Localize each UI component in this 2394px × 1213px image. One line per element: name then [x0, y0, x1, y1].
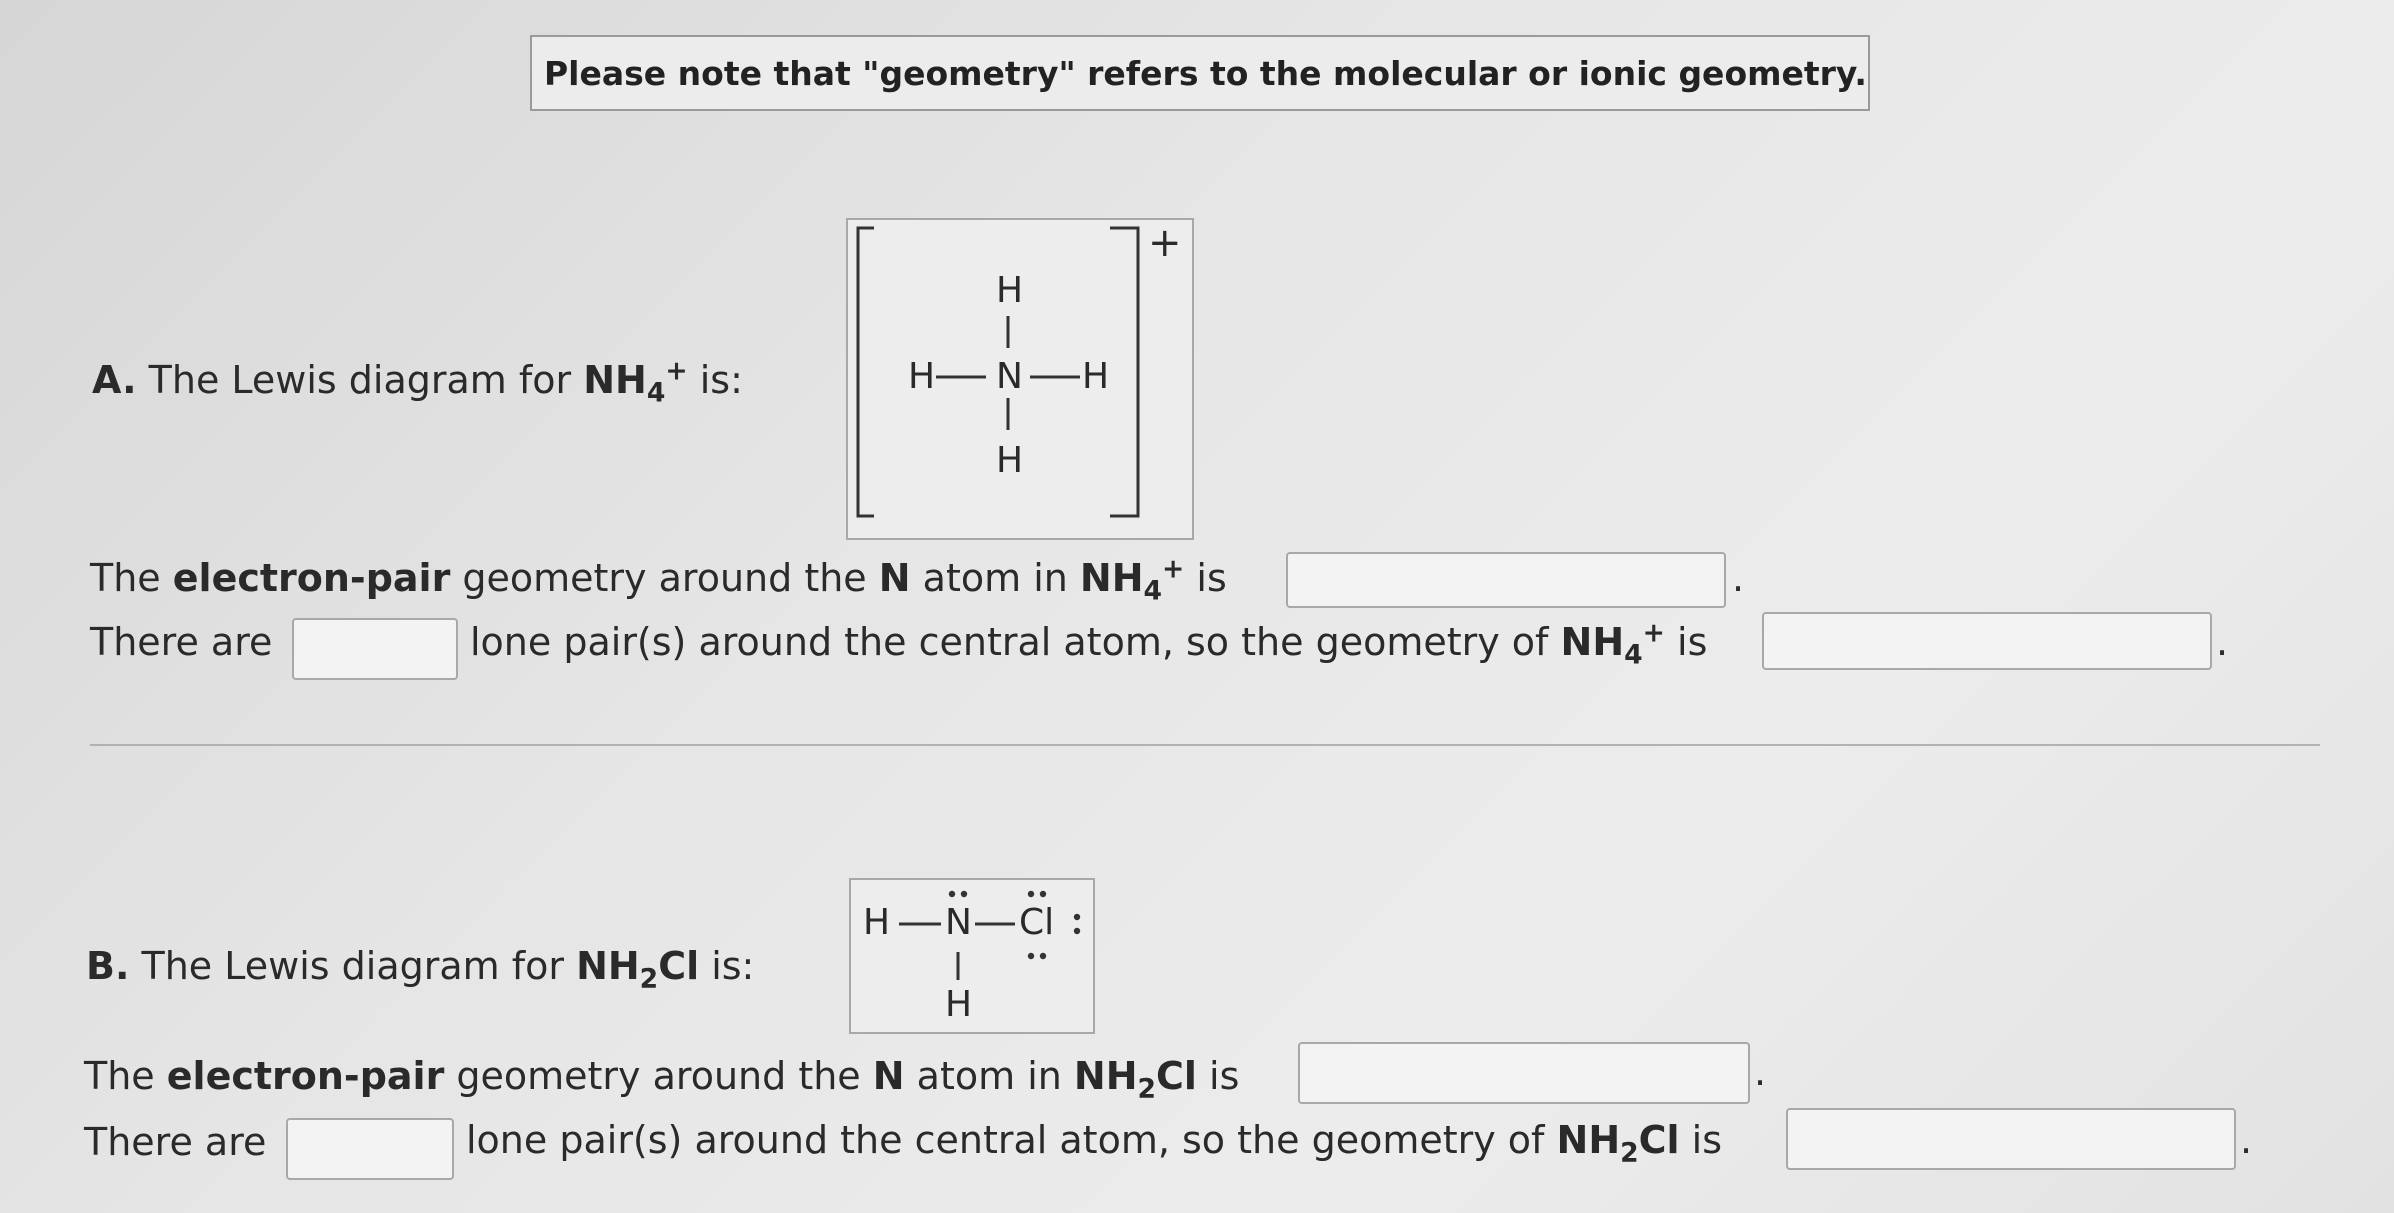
part-b-question-2-pre: There are — [84, 1120, 267, 1164]
part-a-question-2-pre: There are — [90, 620, 273, 664]
part-a-question-2: lone pair(s) around the central atom, so the geometry of $NH_4^+$ is — [470, 617, 1708, 671]
part-b-question-2: lone pair(s) around the central atom, so the geometry of $NH_2Cl$ is — [466, 1118, 1722, 1169]
atom-h-right: H — [1082, 356, 1110, 397]
part-a-question-1: The electron-pair geometry around the N atom in $NH_4^+$ is — [90, 553, 1227, 607]
lewis-diagram-nh2cl — [849, 878, 1095, 1034]
part-a-intro: A. The Lewis diagram for $NH_4^+$ is: — [92, 355, 743, 409]
atom-h-bottom: H — [945, 984, 973, 1025]
nh2cl-electron-geometry-input[interactable] — [1298, 1042, 1750, 1104]
atom-cl: Cl — [1019, 902, 1055, 943]
period: . — [1754, 1050, 1767, 1094]
atom-n-center: N — [945, 902, 972, 943]
nh2cl-molecular-geometry-input[interactable] — [1786, 1108, 2236, 1170]
period: . — [2216, 620, 2229, 664]
nh4-electron-geometry-input[interactable] — [1286, 552, 1726, 608]
nh2cl-lone-pairs-input[interactable] — [286, 1118, 454, 1180]
atom-h-top: H — [996, 270, 1024, 311]
part-b-intro: B. The Lewis diagram for $NH_2Cl$ is: — [86, 944, 755, 995]
atom-n-center: N — [996, 356, 1023, 397]
period: . — [1732, 556, 1745, 600]
section-divider — [90, 744, 2320, 746]
nh4-lone-pairs-input[interactable] — [292, 618, 458, 680]
atom-h-left: H — [908, 356, 936, 397]
atom-h-left: H — [863, 902, 891, 943]
atom-h-bottom: H — [996, 440, 1024, 481]
period: . — [2240, 1118, 2253, 1162]
geometry-note: Please note that "geometry" refers to the molecular or ionic geometry. — [530, 35, 1870, 111]
part-b-question-1: The electron-pair geometry around the N atom in $NH_2Cl$ is — [84, 1054, 1240, 1105]
nh4-molecular-geometry-input[interactable] — [1762, 612, 2212, 670]
lewis-diagram-nh4 — [846, 218, 1194, 540]
charge-plus: + — [1148, 220, 1182, 266]
